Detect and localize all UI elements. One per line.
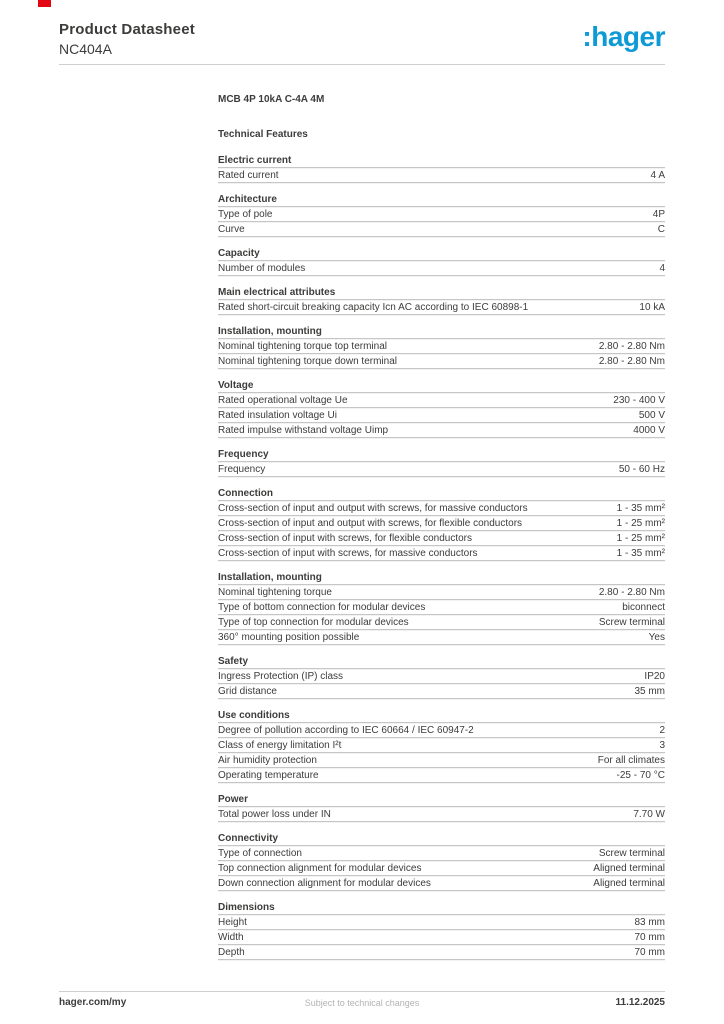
section-heading: Electric current	[218, 153, 665, 168]
footer-date: 11.12.2025	[615, 997, 665, 1008]
header-divider	[59, 64, 665, 65]
footer-divider	[59, 991, 665, 992]
spec-section	[218, 486, 665, 561]
spec-section	[218, 153, 665, 183]
table-row	[218, 723, 665, 738]
spec-section	[218, 792, 665, 822]
table-row	[218, 339, 665, 354]
table-row	[218, 222, 665, 237]
row-label: Rated operational voltage Ue	[218, 395, 348, 406]
spec-section	[218, 654, 665, 699]
row-value: 3	[659, 740, 665, 751]
spec-section	[218, 285, 665, 315]
row-value: Yes	[648, 632, 665, 643]
table-row	[218, 393, 665, 408]
row-value: 50 - 60 Hz	[618, 464, 665, 475]
row-value: 4 A	[650, 170, 665, 181]
spec-section	[218, 324, 665, 369]
row-value: IP20	[644, 671, 665, 682]
table-row	[218, 669, 665, 684]
section-heading: Architecture	[218, 192, 665, 207]
row-label: Cross-section of input and output with screws, for flexible conductors	[218, 518, 523, 529]
spec-section	[218, 192, 665, 237]
row-label: Number of modules	[218, 263, 306, 274]
table-row	[218, 168, 665, 183]
row-value: 4P	[652, 209, 665, 220]
table-row	[218, 300, 665, 315]
row-value: 4000 V	[633, 425, 665, 436]
table-row	[218, 945, 665, 960]
table-row	[218, 354, 665, 369]
row-label: Class of energy limitation I²t	[218, 740, 342, 751]
row-label: Height	[218, 917, 247, 928]
section-heading: Main electrical attributes	[218, 285, 665, 300]
section-heading: Dimensions	[218, 900, 665, 915]
table-row	[218, 684, 665, 699]
table-row	[218, 753, 665, 768]
footer-website: hager.com/my	[59, 997, 127, 1008]
row-value: 2.80 - 2.80 Nm	[598, 341, 665, 352]
row-label: Type of connection	[218, 848, 302, 859]
row-label: Air humidity protection	[218, 755, 317, 766]
row-value: 70 mm	[634, 947, 665, 958]
row-label: Rated short-circuit breaking capacity Icn AC according to IEC 60898-1	[218, 302, 529, 313]
table-row	[218, 930, 665, 945]
row-label: Nominal tightening torque down terminal	[218, 356, 397, 367]
row-value: 2.80 - 2.80 Nm	[598, 587, 665, 598]
row-value: 7.70 W	[633, 809, 665, 820]
row-value: 2	[659, 725, 665, 736]
row-value: 10 kA	[639, 302, 665, 313]
table-row	[218, 531, 665, 546]
table-row	[218, 516, 665, 531]
product-name: MCB 4P 10kA C-4A 4M	[218, 94, 325, 105]
row-value: 1 - 35 mm²	[616, 503, 665, 514]
section-heading: Safety	[218, 654, 665, 669]
row-label: Ingress Protection (IP) class	[218, 671, 344, 682]
sections	[218, 153, 665, 960]
table-row	[218, 630, 665, 645]
table-row	[218, 207, 665, 222]
section-heading: Frequency	[218, 447, 665, 462]
spec-section	[218, 378, 665, 438]
section-heading: Power	[218, 792, 665, 807]
table-row	[218, 615, 665, 630]
section-heading: Connectivity	[218, 831, 665, 846]
section-heading: Capacity	[218, 246, 665, 261]
table-row	[218, 546, 665, 561]
row-value: 500 V	[638, 410, 665, 421]
row-value: 70 mm	[634, 932, 665, 943]
table-row	[218, 738, 665, 753]
row-value: C	[657, 224, 665, 235]
row-label: Type of top connection for modular devices	[218, 617, 409, 628]
row-value: biconnect	[622, 602, 665, 613]
table-row	[218, 861, 665, 876]
hager-logo: :hager	[582, 21, 665, 52]
row-value: 1 - 25 mm²	[616, 518, 665, 529]
row-value: Screw terminal	[598, 617, 665, 628]
row-label: Down connection alignment for modular devices	[218, 878, 431, 889]
table-row	[218, 876, 665, 891]
row-label: Grid distance	[218, 686, 277, 697]
row-label: Cross-section of input and output with screws, for massive conductors	[218, 503, 528, 514]
row-label: Type of pole	[218, 209, 273, 220]
row-label: Top connection alignment for modular devices	[218, 863, 422, 874]
technical-features-heading: Technical Features	[218, 129, 308, 140]
row-value: 4	[659, 263, 665, 274]
page-header	[59, 21, 665, 65]
row-value: 1 - 25 mm²	[616, 533, 665, 544]
row-label: Rated impulse withstand voltage Uimp	[218, 425, 389, 436]
row-value: -25 - 70 °C	[616, 770, 665, 781]
row-value: Screw terminal	[598, 848, 665, 859]
table-row	[218, 462, 665, 477]
row-value: 35 mm	[634, 686, 665, 697]
section-heading: Installation, mounting	[218, 324, 665, 339]
section-heading: Voltage	[218, 378, 665, 393]
row-label: Rated insulation voltage Ui	[218, 410, 337, 421]
row-label: 360° mounting position possible	[218, 632, 360, 643]
section-heading: Connection	[218, 486, 665, 501]
row-value: For all climates	[597, 755, 665, 766]
row-value: 83 mm	[634, 917, 665, 928]
row-label: Cross-section of input with screws, for massive conductors	[218, 548, 478, 559]
spec-section	[218, 447, 665, 477]
section-heading: Use conditions	[218, 708, 665, 723]
row-value: Aligned terminal	[593, 878, 665, 889]
page-title: Product Datasheet	[59, 21, 195, 38]
table-row	[218, 600, 665, 615]
spec-section	[218, 246, 665, 276]
row-label: Depth	[218, 947, 245, 958]
row-label: Cross-section of input with screws, for flexible conductors	[218, 533, 472, 544]
table-row	[218, 807, 665, 822]
table-row	[218, 261, 665, 276]
spec-section	[218, 900, 665, 960]
row-label: Operating temperature	[218, 770, 319, 781]
row-label: Nominal tightening torque top terminal	[218, 341, 387, 352]
row-value: Aligned terminal	[593, 863, 665, 874]
section-heading: Installation, mounting	[218, 570, 665, 585]
row-label: Rated current	[218, 170, 279, 181]
row-label: Curve	[218, 224, 245, 235]
table-row	[218, 501, 665, 516]
row-label: Total power loss under IN	[218, 809, 331, 820]
row-label: Width	[218, 932, 244, 943]
row-label: Type of bottom connection for modular devices	[218, 602, 426, 613]
table-row	[218, 846, 665, 861]
row-value: 2.80 - 2.80 Nm	[598, 356, 665, 367]
table-row	[218, 423, 665, 438]
table-row	[218, 768, 665, 783]
row-value: 230 - 400 V	[613, 395, 665, 406]
spec-section	[218, 708, 665, 783]
table-row	[218, 585, 665, 600]
technical-content	[218, 94, 665, 969]
row-label: Degree of pollution according to IEC 60664 / IEC 60947-2	[218, 725, 474, 736]
spec-section	[218, 570, 665, 645]
spec-section	[218, 831, 665, 891]
table-row	[218, 915, 665, 930]
product-reference: NC404A	[59, 41, 112, 57]
table-row	[218, 408, 665, 423]
row-label: Frequency	[218, 464, 266, 475]
footer-disclaimer: Subject to technical changes	[304, 998, 420, 1008]
row-label: Nominal tightening torque	[218, 587, 332, 598]
row-value: 1 - 35 mm²	[616, 548, 665, 559]
red-registration-mark	[38, 0, 51, 7]
